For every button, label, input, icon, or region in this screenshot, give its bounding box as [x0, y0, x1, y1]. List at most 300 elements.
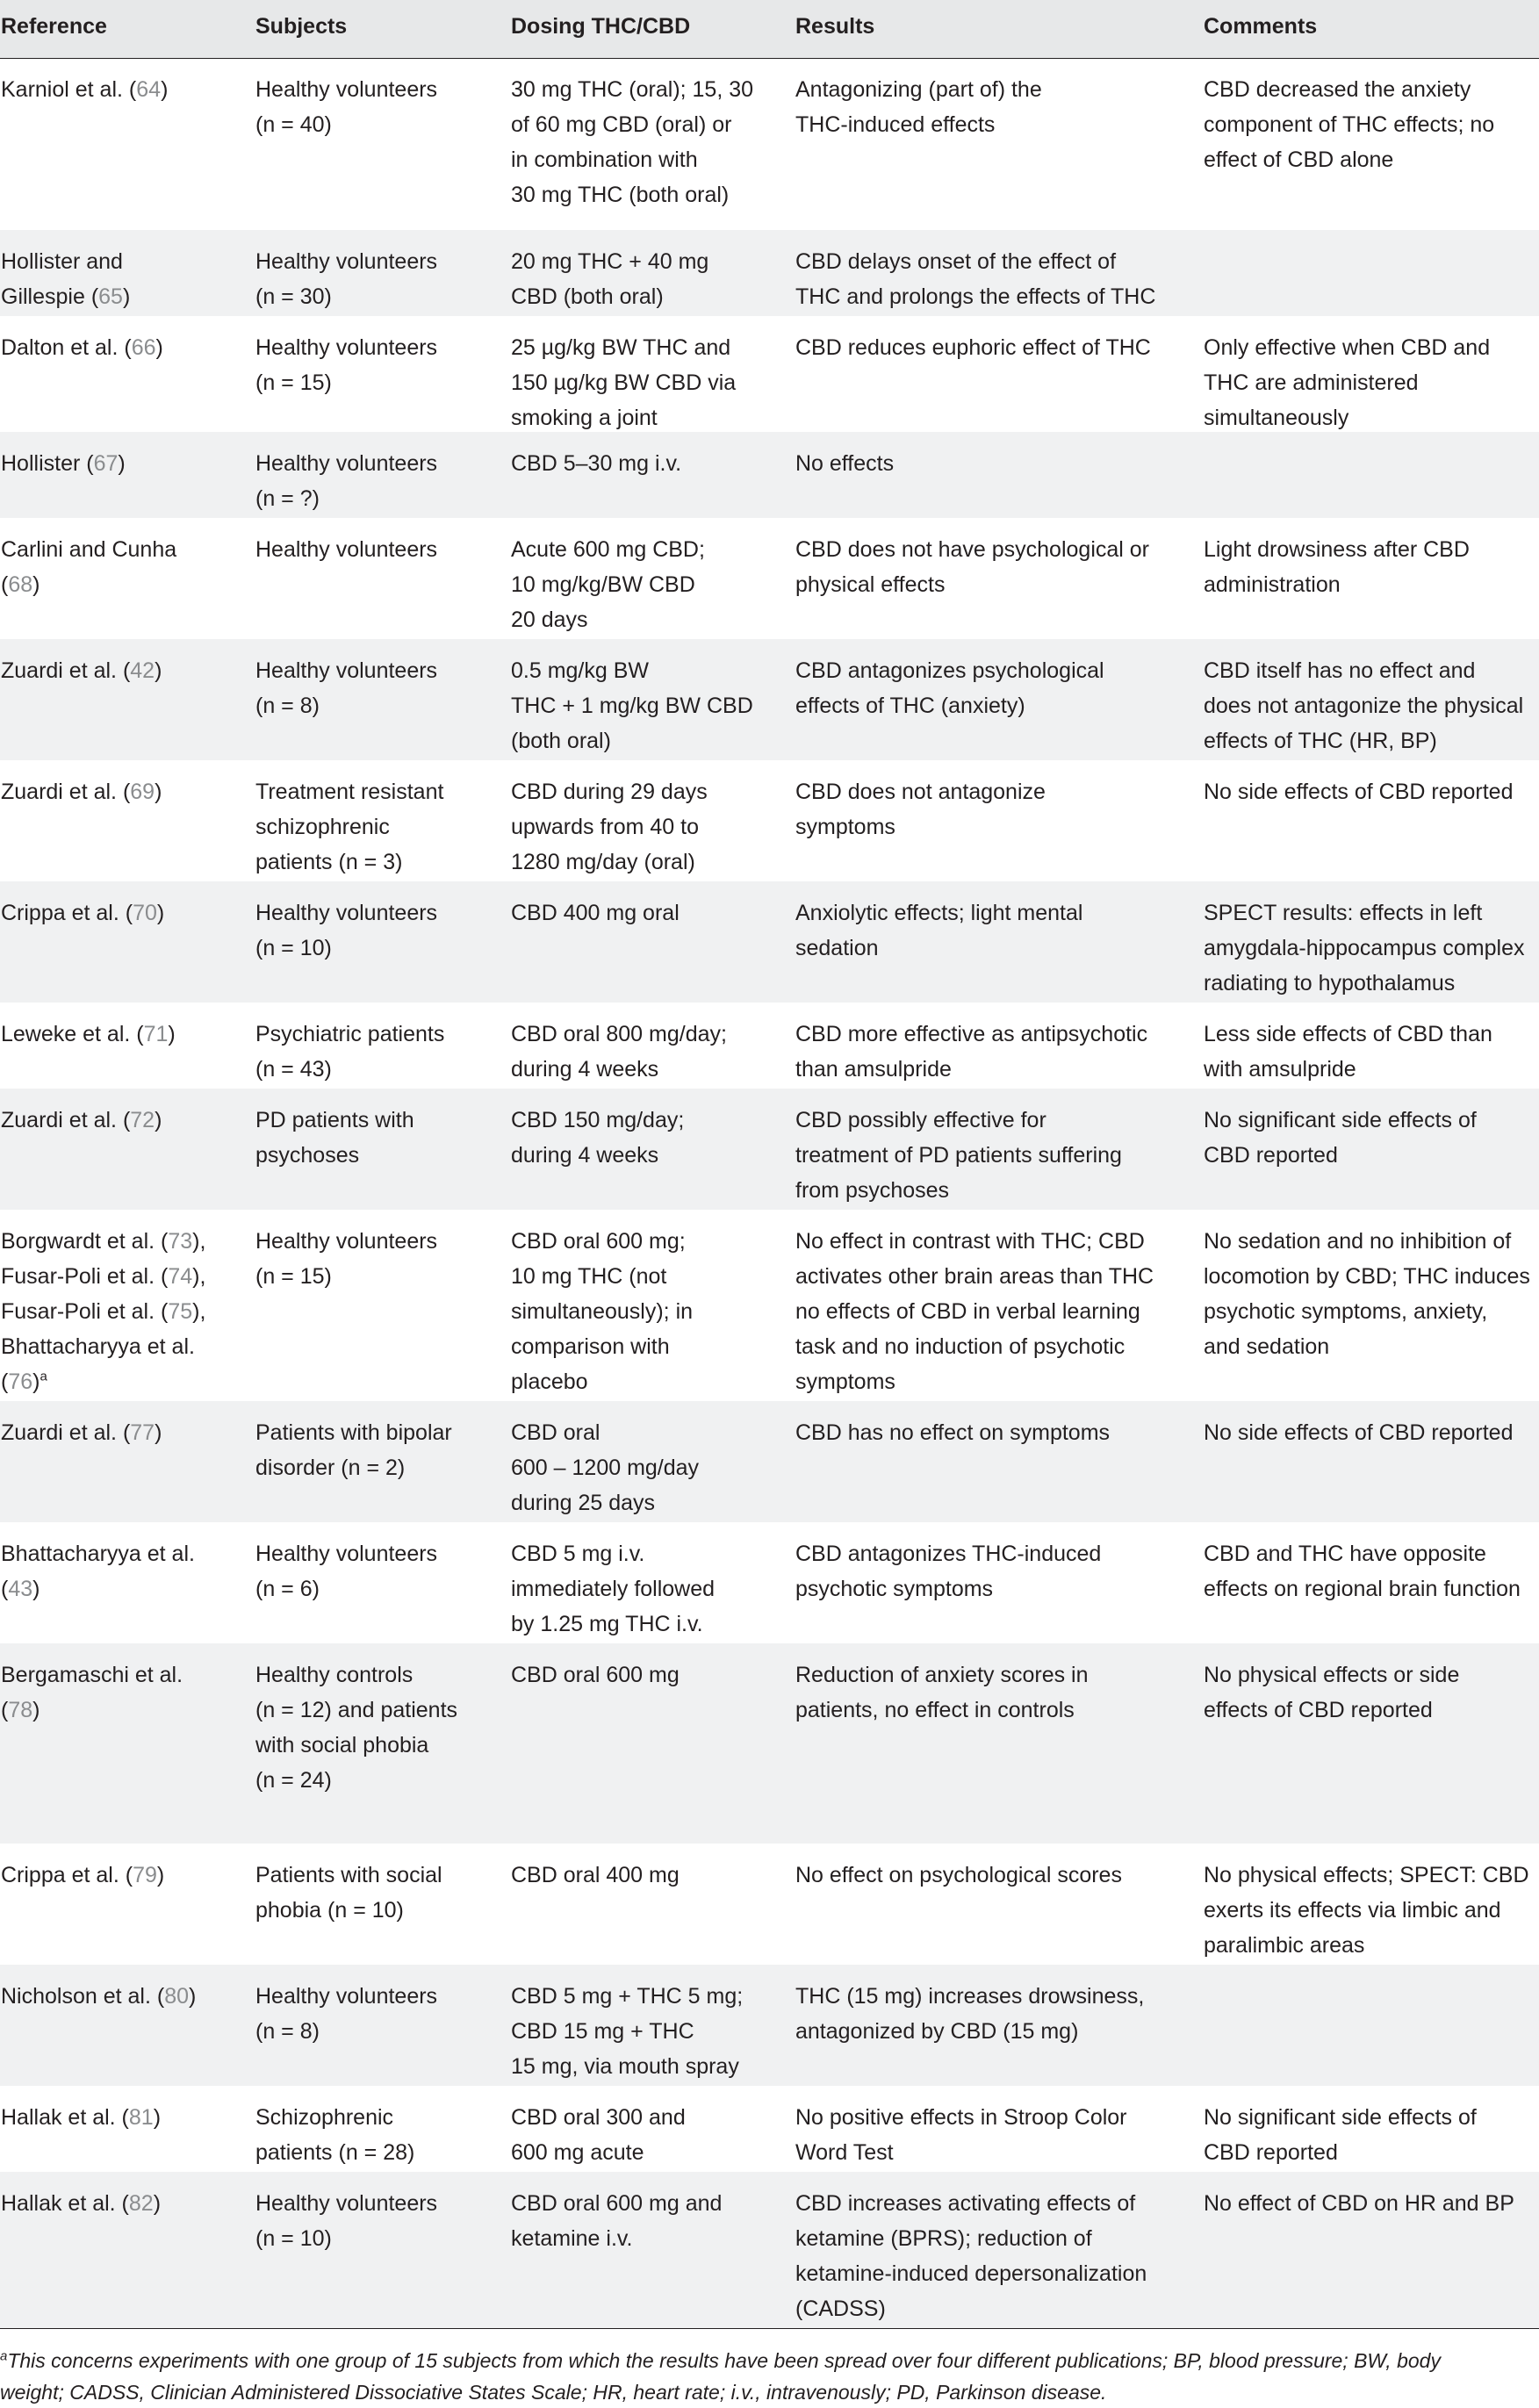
reference-number-link[interactable]: 68 — [8, 572, 33, 597]
cell-line: smoking a joint — [511, 406, 658, 430]
cell-line: Hollister (67) — [1, 451, 126, 476]
dosing-cell — [511, 1415, 792, 1520]
header-subjects: Subjects — [255, 14, 348, 39]
reference-number-link[interactable]: 70 — [133, 901, 157, 925]
subjects-cell — [255, 72, 510, 142]
reference-number-link[interactable]: 65 — [98, 284, 123, 309]
footnote-marker: a — [0, 2348, 8, 2364]
reference-cell — [1, 653, 251, 688]
reference-cell — [1, 72, 251, 107]
reference-cell — [1, 1224, 251, 1399]
cell-line: (n = 8) — [255, 694, 320, 718]
cell-line: CBD itself has no effect and — [1204, 658, 1476, 683]
cell-line: 20 mg THC + 40 mg — [511, 249, 709, 274]
reference-cell — [1, 330, 251, 365]
cell-line: placebo — [511, 1369, 588, 1394]
cell-line: CBD does not have psychological or — [795, 537, 1150, 562]
dosing-cell — [511, 2186, 792, 2256]
cell-line: THC-induced effects — [795, 112, 996, 137]
cell-line: with social phobia — [255, 1733, 429, 1757]
cell-line: simultaneously — [1204, 406, 1349, 430]
cell-line: Fusar-Poli et al. (75), — [1, 1299, 206, 1324]
footnote-line: $^a$This concerns experiments with one group of 15 subjects from which the results have been spread over four different publications; BP, blood pressure; BW, body — [0, 2348, 1441, 2372]
cell-line: than amsulpride — [795, 1057, 952, 1082]
cell-line: (n = 40) — [255, 112, 332, 137]
cell-line: Crippa et al. (79) — [1, 1863, 165, 1887]
cell-line: CBD 400 mg oral — [511, 901, 680, 925]
results-cell — [795, 532, 1164, 602]
cell-line: CBD oral 600 mg; — [511, 1229, 686, 1254]
table-header — [0, 0, 1539, 59]
dosing-cell — [511, 330, 792, 435]
cell-line: No side effects of CBD reported — [1204, 1420, 1514, 1445]
subjects-cell — [255, 1858, 510, 1928]
results-cell — [795, 1657, 1164, 1728]
cell-line: Fusar-Poli et al. (74), — [1, 1264, 206, 1289]
table-row — [0, 1965, 1539, 2086]
cell-line: (CADSS) — [795, 2297, 886, 2321]
table-row — [0, 1210, 1539, 1401]
cell-line: SPECT results: effects in left — [1204, 901, 1483, 925]
cell-line: CBD 150 mg/day; — [511, 1108, 685, 1132]
results-cell — [795, 774, 1164, 845]
cell-line: (n = 15) — [255, 370, 332, 395]
subjects-cell — [255, 1657, 510, 1798]
cell-line: radiating to hypothalamus — [1204, 971, 1456, 996]
subjects-cell — [255, 653, 510, 723]
cell-line: CBD antagonizes THC-induced — [795, 1542, 1102, 1566]
cell-line: Reduction of anxiety scores in — [795, 1663, 1089, 1687]
results-cell — [795, 1536, 1164, 1607]
cell-line: psychoses — [255, 1143, 360, 1168]
cell-line: $(76)^a$ — [1, 1369, 47, 1394]
cell-line: simultaneously); in — [511, 1299, 694, 1324]
cell-line: Bhattacharyya et al. — [1, 1542, 195, 1566]
cell-line: Zuardi et al. (77) — [1, 1420, 162, 1445]
cell-line: locomotion by CBD; THC induces — [1204, 1264, 1530, 1289]
comments-cell — [1204, 1415, 1539, 1450]
cell-line: Less side effects of CBD than — [1204, 1022, 1492, 1046]
cell-line: No positive effects in Stroop Color — [795, 2105, 1127, 2130]
cell-line: 30 mg THC (oral); 15, 30 — [511, 77, 754, 102]
dosing-cell — [511, 774, 792, 880]
results-cell — [795, 1415, 1164, 1450]
dosing-cell — [511, 1657, 792, 1693]
cell-line: Bergamaschi et al. — [1, 1663, 183, 1687]
table-row — [0, 432, 1539, 518]
cell-line: patients, no effect in controls — [795, 1698, 1075, 1722]
cell-line: Healthy volunteers — [255, 1542, 438, 1566]
header-comments: Comments — [1204, 14, 1318, 39]
subjects-cell — [255, 1536, 510, 1607]
results-cell — [795, 653, 1164, 723]
comments-cell — [1204, 532, 1539, 602]
cell-line: CBD oral 800 mg/day; — [511, 1022, 727, 1046]
reference-number-link[interactable]: 75 — [168, 1299, 193, 1324]
reference-number-link[interactable]: 64 — [136, 77, 162, 102]
cell-line: paralimbic areas — [1204, 1933, 1365, 1958]
comments-cell — [1204, 1103, 1539, 1173]
reference-cell — [1, 244, 251, 314]
cell-line: during 4 weeks — [511, 1057, 659, 1082]
cell-line: Patients with social — [255, 1863, 442, 1887]
reference-number-link[interactable]: 76 — [8, 1369, 33, 1394]
cell-line: Borgwardt et al. (73), — [1, 1229, 206, 1254]
cell-line: Healthy volunteers — [255, 335, 438, 360]
cell-line: psychotic symptoms — [795, 1577, 994, 1601]
cell-line: 25 µg/kg BW THC and — [511, 335, 731, 360]
table-row — [0, 881, 1539, 1003]
results-cell — [795, 1858, 1164, 1893]
cell-line: Zuardi et al. (72) — [1, 1108, 162, 1132]
reference-number-link[interactable]: 74 — [168, 1264, 193, 1289]
cell-line: CBD has no effect on symptoms — [795, 1420, 1111, 1445]
table-row — [0, 2172, 1539, 2328]
cell-line: (n = 12) and patients — [255, 1698, 458, 1722]
table-row — [0, 1643, 1539, 1844]
cell-line: CBD reported — [1204, 2140, 1338, 2165]
dosing-cell — [511, 72, 792, 212]
subjects-cell — [255, 330, 510, 400]
cell-line: No effect of CBD on HR and BP — [1204, 2191, 1514, 2216]
cell-line: 15 mg, via mouth spray — [511, 2054, 739, 2079]
cell-line: administration — [1204, 572, 1341, 597]
reference-cell — [1, 1979, 251, 2014]
cell-line: symptoms — [795, 815, 895, 839]
cell-line: (n = 10) — [255, 2226, 332, 2251]
dosing-cell — [511, 2100, 792, 2170]
comments-cell — [1204, 1224, 1539, 1364]
cell-line: CBD 5 mg + THC 5 mg; — [511, 1984, 744, 2009]
cell-line: Zuardi et al. (42) — [1, 658, 162, 683]
cell-line: psychotic symptoms, anxiety, — [1204, 1299, 1488, 1324]
cell-line: (n = 10) — [255, 936, 332, 960]
cell-line: from psychoses — [795, 1178, 950, 1203]
subjects-cell — [255, 532, 510, 567]
cell-line: CBD oral 400 mg — [511, 1863, 680, 1887]
cell-line: Hollister and — [1, 249, 123, 274]
subjects-cell — [255, 244, 510, 314]
cell-line: CBD reported — [1204, 1143, 1338, 1168]
cell-line: effects on regional brain function — [1204, 1577, 1521, 1601]
table-row — [0, 316, 1539, 432]
cell-line: amygdala-hippocampus complex — [1204, 936, 1525, 960]
cell-line: 10 mg THC (not — [511, 1264, 667, 1289]
results-cell — [795, 1103, 1164, 1208]
comments-cell — [1204, 72, 1539, 177]
cell-line: Healthy volunteers — [255, 1984, 438, 2009]
cell-line: treatment of PD patients suffering — [795, 1143, 1122, 1168]
cell-line: effects of THC (anxiety) — [795, 694, 1025, 718]
reference-cell — [1, 1103, 251, 1138]
cell-line: Only effective when CBD and — [1204, 335, 1491, 360]
cell-line: Bhattacharyya et al. — [1, 1334, 195, 1359]
cell-line: No significant side effects of — [1204, 2105, 1477, 2130]
cell-line: effects of CBD reported — [1204, 1698, 1433, 1722]
table-row — [0, 760, 1539, 881]
cell-line: physical effects — [795, 572, 946, 597]
cell-line: during 4 weeks — [511, 1143, 659, 1168]
dosing-cell — [511, 1979, 792, 2084]
cell-line: No effects — [795, 451, 895, 476]
cell-line: Healthy volunteers — [255, 901, 438, 925]
cell-line: Nicholson et al. (80) — [1, 1984, 197, 2009]
cell-line: Patients with bipolar — [255, 1420, 452, 1445]
cell-line: Treatment resistant — [255, 780, 444, 804]
cell-line: Healthy volunteers — [255, 1229, 438, 1254]
reference-number-link[interactable]: 78 — [8, 1698, 33, 1722]
cell-line: Healthy volunteers — [255, 451, 438, 476]
comments-cell — [1204, 895, 1539, 1001]
cell-line: effects of THC (HR, BP) — [1204, 729, 1437, 753]
footnote-marker: a — [40, 1369, 47, 1384]
cell-line: THC are administered — [1204, 370, 1419, 395]
cell-line: 150 µg/kg BW CBD via — [511, 370, 737, 395]
results-cell — [795, 1017, 1164, 1087]
reference-number-link[interactable]: 66 — [131, 335, 156, 360]
cell-line: Zuardi et al. (69) — [1, 780, 162, 804]
table-row — [0, 58, 1539, 230]
results-cell — [795, 72, 1164, 142]
cell-line: Healthy volunteers — [255, 537, 438, 562]
cell-line: 600 mg acute — [511, 2140, 644, 2165]
cell-line: (68) — [1, 572, 40, 597]
dosing-cell — [511, 1017, 792, 1087]
cell-line: 10 mg/kg/BW CBD — [511, 572, 695, 597]
dosing-cell — [511, 446, 792, 481]
cell-line: CBD oral 600 mg — [511, 1663, 680, 1687]
cell-line: No effect in contrast with THC; CBD — [795, 1229, 1145, 1254]
cell-line: patients (n = 3) — [255, 850, 403, 874]
cell-line: Healthy volunteers — [255, 77, 438, 102]
cell-line: Leweke et al. (71) — [1, 1022, 176, 1046]
cell-line: THC + 1 mg/kg BW CBD — [511, 694, 753, 718]
subjects-cell — [255, 1224, 510, 1294]
cell-line: CBD 5–30 mg i.v. — [511, 451, 682, 476]
cell-line: CBD 5 mg i.v. — [511, 1542, 645, 1566]
reference-cell — [1, 1858, 251, 1893]
cell-line: CBD possibly effective for — [795, 1108, 1046, 1132]
subjects-cell — [255, 1415, 510, 1485]
reference-number-link[interactable]: 77 — [130, 1420, 155, 1445]
dosing-cell — [511, 1103, 792, 1173]
cell-line: activates other brain areas than THC — [795, 1264, 1154, 1289]
subjects-cell — [255, 446, 510, 516]
cell-line: schizophrenic — [255, 815, 390, 839]
cell-line: No physical effects; SPECT: CBD — [1204, 1863, 1529, 1887]
comments-cell — [1204, 653, 1539, 758]
cell-line: (43) — [1, 1577, 40, 1601]
header-reference: Reference — [1, 14, 107, 39]
cell-line: CBD and THC have opposite — [1204, 1542, 1486, 1566]
cell-line: immediately followed — [511, 1577, 716, 1601]
subjects-cell — [255, 1979, 510, 2049]
cell-line: and sedation — [1204, 1334, 1330, 1359]
cell-line: with amsulpride — [1204, 1057, 1356, 1082]
reference-cell — [1, 532, 251, 602]
footnote-line: weight; CADSS, Clinician Administered Dissociative States Scale; HR, heart rate; i.v., intravenously; PD, Parkinson disease. — [0, 2381, 1107, 2404]
cell-line: exerts its effects via limbic and — [1204, 1898, 1501, 1923]
cell-line: Antagonizing (part of) the — [795, 77, 1042, 102]
cell-line: Hallak et al. (81) — [1, 2105, 162, 2130]
cell-line: ketamine (BPRS); reduction of — [795, 2226, 1092, 2251]
cell-line: sedation — [795, 936, 879, 960]
reference-number-link[interactable]: 79 — [133, 1863, 157, 1887]
reference-cell — [1, 1415, 251, 1450]
table-row — [0, 1089, 1539, 1210]
table-row — [0, 1401, 1539, 1522]
cell-line: Healthy volunteers — [255, 658, 438, 683]
reference-cell — [1, 774, 251, 809]
comments-cell — [1204, 1858, 1539, 1963]
cell-line: CBD does not antagonize — [795, 780, 1046, 804]
table-footnote — [0, 2328, 1539, 2408]
reference-cell — [1, 446, 251, 481]
cell-line: THC and prolongs the effects of THC — [795, 284, 1156, 309]
cell-line: 0.5 mg/kg BW — [511, 658, 649, 683]
cell-line: No physical effects or side — [1204, 1663, 1460, 1687]
cell-line: does not antagonize the physical — [1204, 694, 1524, 718]
reference-cell — [1, 895, 251, 931]
subjects-cell — [255, 774, 510, 880]
cell-line: (n = 6) — [255, 1577, 320, 1601]
reference-number-link[interactable]: 71 — [143, 1022, 169, 1046]
results-cell — [795, 895, 1164, 966]
table-row — [0, 1522, 1539, 1643]
table-row — [0, 1003, 1539, 1089]
reference-cell — [1, 2100, 251, 2135]
cell-line: Dalton et al. (66) — [1, 335, 163, 360]
table-row — [0, 1844, 1539, 1965]
dosing-cell — [511, 244, 792, 314]
cell-line: (n = 15) — [255, 1264, 332, 1289]
reference-number-link[interactable]: 82 — [128, 2191, 154, 2216]
cell-line: Healthy volunteers — [255, 249, 438, 274]
comments-cell — [1204, 330, 1539, 435]
reference-cell — [1, 1657, 251, 1728]
results-cell — [795, 446, 1164, 481]
cell-line: CBD reduces euphoric effect of THC — [795, 335, 1151, 360]
cell-line: Healthy volunteers — [255, 2191, 438, 2216]
cell-line: CBD oral 600 mg and — [511, 2191, 723, 2216]
reference-number-link[interactable]: 42 — [130, 658, 155, 683]
cell-line: ketamine-induced depersonalization — [795, 2261, 1147, 2286]
results-cell — [795, 244, 1164, 314]
dosing-cell — [511, 1858, 792, 1893]
cell-line: 600 – 1200 mg/day — [511, 1456, 700, 1480]
cell-line: No significant side effects of — [1204, 1108, 1477, 1132]
cell-line: THC (15 mg) increases drowsiness, — [795, 1984, 1145, 2009]
subjects-cell — [255, 2100, 510, 2170]
cell-line: ketamine i.v. — [511, 2226, 633, 2251]
cell-line: effect of CBD alone — [1204, 147, 1394, 172]
results-cell — [795, 1224, 1164, 1399]
cell-line: Acute 600 mg CBD; — [511, 537, 705, 562]
cell-line: no effects of CBD in verbal learning — [795, 1299, 1140, 1324]
reference-number-link[interactable]: 67 — [93, 451, 119, 476]
cell-line: in combination with — [511, 147, 698, 172]
cell-line: CBD during 29 days — [511, 780, 708, 804]
cell-line: Psychiatric patients — [255, 1022, 445, 1046]
results-cell — [795, 2100, 1164, 2170]
cell-line: Anxiolytic effects; light mental — [795, 901, 1083, 925]
comments-cell — [1204, 1657, 1539, 1728]
reference-cell — [1, 1017, 251, 1052]
cell-line: CBD delays onset of the effect of — [795, 249, 1117, 274]
reference-number-link[interactable]: 80 — [164, 1984, 190, 2009]
cell-line: (n = 43) — [255, 1057, 332, 1082]
cell-line: patients (n = 28) — [255, 2140, 415, 2165]
cell-line: of 60 mg CBD (oral) or — [511, 112, 732, 137]
cell-line: during 25 days — [511, 1491, 656, 1515]
cell-line: by 1.25 mg THC i.v. — [511, 1612, 703, 1636]
cell-line: Karniol et al. (64) — [1, 77, 169, 102]
cell-line: upwards from 40 to — [511, 815, 699, 839]
results-cell — [795, 330, 1164, 365]
subjects-cell — [255, 2186, 510, 2256]
reference-number-link[interactable]: 69 — [130, 780, 155, 804]
table-row — [0, 639, 1539, 760]
cell-line: component of THC effects; no — [1204, 112, 1495, 137]
reference-cell — [1, 1536, 251, 1607]
reference-number-link[interactable]: 43 — [8, 1577, 33, 1601]
comments-cell — [1204, 2100, 1539, 2170]
reference-number-link[interactable]: 81 — [128, 2105, 154, 2130]
comments-cell — [1204, 1536, 1539, 1607]
cell-line: (n = 8) — [255, 2019, 320, 2044]
cell-line: CBD 15 mg + THC — [511, 2019, 694, 2044]
dosing-cell — [511, 1224, 792, 1399]
cell-line: CBD antagonizes psychological — [795, 658, 1104, 683]
cell-line: Healthy controls — [255, 1663, 414, 1687]
cell-line: (n = 24) — [255, 1768, 332, 1793]
cell-line: 30 mg THC (both oral) — [511, 183, 730, 207]
cell-line: CBD (both oral) — [511, 284, 664, 309]
cell-line: No side effects of CBD reported — [1204, 780, 1514, 804]
reference-number-link[interactable]: 72 — [130, 1108, 155, 1132]
cell-line: antagonized by CBD (15 mg) — [795, 2019, 1079, 2044]
cell-line: CBD more effective as antipsychotic — [795, 1022, 1148, 1046]
cell-line: CBD oral — [511, 1420, 600, 1445]
cell-line: 20 days — [511, 607, 588, 632]
cell-line: No effect on psychological scores — [795, 1863, 1122, 1887]
dosing-cell — [511, 1536, 792, 1642]
comments-cell — [1204, 774, 1539, 809]
cell-line: Hallak et al. (82) — [1, 2191, 162, 2216]
cell-line: (n = 30) — [255, 284, 332, 309]
cell-line: Light drowsiness after CBD — [1204, 537, 1470, 562]
subjects-cell — [255, 895, 510, 966]
cell-line: CBD increases activating effects of — [795, 2191, 1136, 2216]
cell-line: (both oral) — [511, 729, 611, 753]
cell-line: Gillespie (65) — [1, 284, 131, 309]
cell-line: CBD decreased the anxiety — [1204, 77, 1471, 102]
comments-cell — [1204, 2186, 1539, 2221]
dosing-cell — [511, 895, 792, 931]
cell-line: (n = ?) — [255, 486, 320, 511]
header-results: Results — [795, 14, 875, 39]
cell-line: 1280 mg/day (oral) — [511, 850, 695, 874]
results-cell — [795, 1979, 1164, 2049]
reference-number-link[interactable]: 73 — [168, 1229, 193, 1254]
reference-cell — [1, 2186, 251, 2221]
cell-line: (78) — [1, 1698, 40, 1722]
cell-line: Schizophrenic — [255, 2105, 394, 2130]
header-dosing: Dosing THC/CBD — [511, 14, 691, 39]
cell-line: PD patients with — [255, 1108, 414, 1132]
cell-line: Crippa et al. (70) — [1, 901, 165, 925]
table-row — [0, 2086, 1539, 2172]
